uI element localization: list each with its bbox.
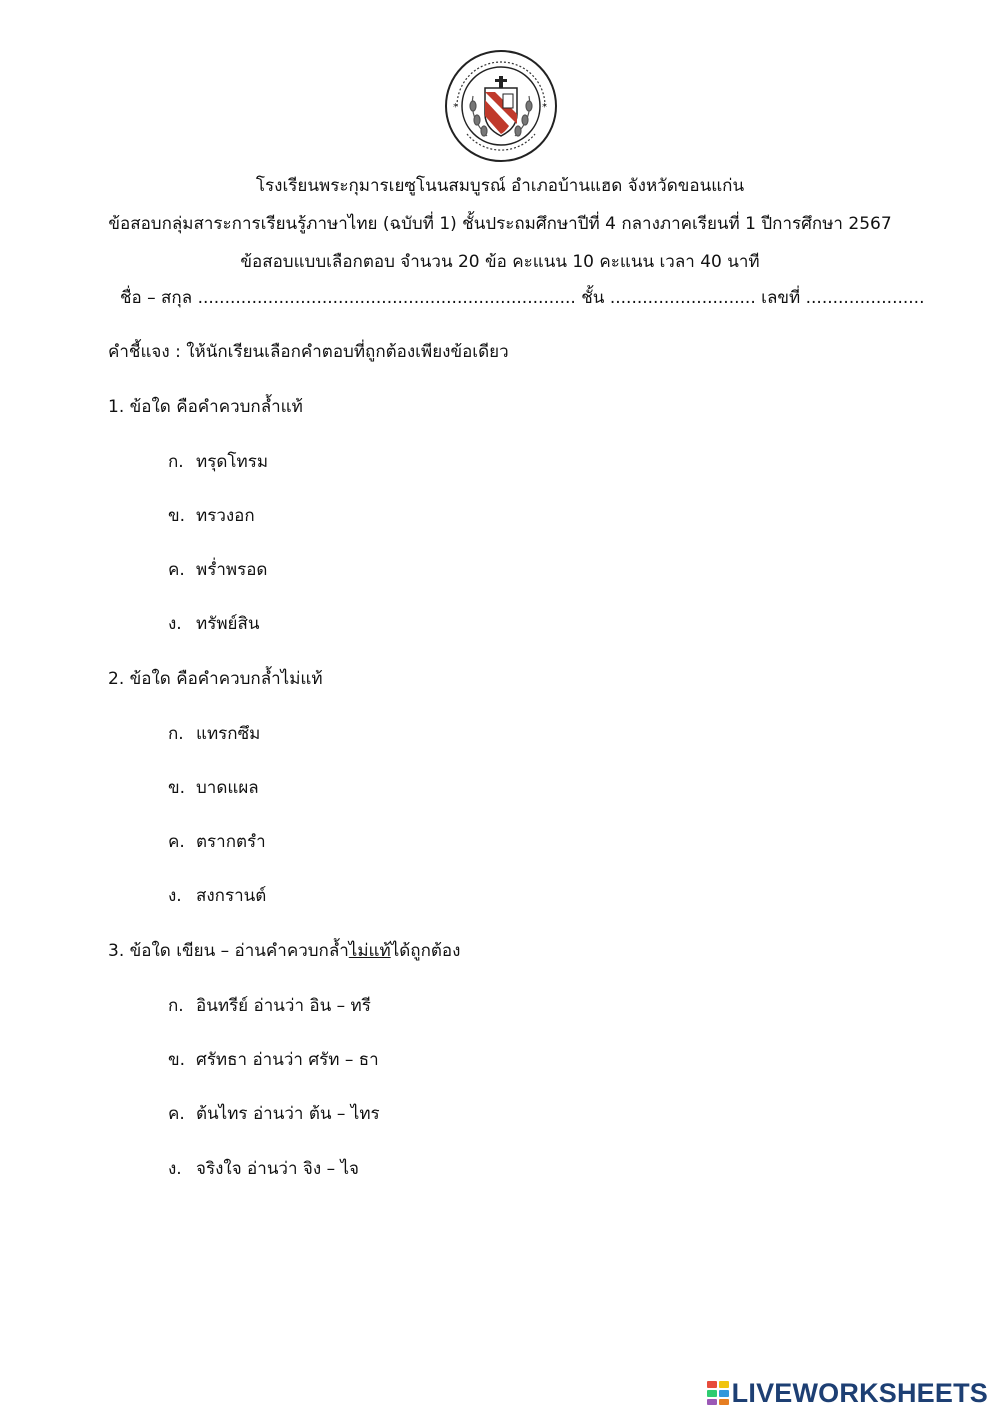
q2-choice-b[interactable] xyxy=(168,774,259,801)
q2-choice-c[interactable] xyxy=(168,828,266,855)
choice-label: ค. xyxy=(168,832,185,852)
class-blank[interactable]: ........................... xyxy=(609,288,756,308)
name-blank[interactable]: ...................................................................... xyxy=(197,288,576,308)
choice-label: ค. xyxy=(168,1104,185,1124)
choice-text: ต้นไทร อ่านว่า ต้น – ไทร xyxy=(196,1104,380,1124)
q2-choice-a[interactable] xyxy=(168,720,260,747)
q3-choice-a[interactable] xyxy=(168,992,371,1019)
number-blank[interactable]: ...................... xyxy=(805,288,925,308)
choice-text: ศรัทธา อ่านว่า ศรัท – ธา xyxy=(196,1050,379,1070)
q2-choice-d[interactable] xyxy=(168,882,266,909)
choice-label: ข. xyxy=(168,1050,186,1070)
instructions: คำชี้แจง : ให้นักเรียนเลือกคำตอบที่ถูกต้องเพียงข้อเดียว xyxy=(108,342,509,362)
choice-label: ก. xyxy=(168,996,184,1016)
question-3-text: 3. ข้อใด เขียน – อ่านคำควบกล้ำ xyxy=(108,941,349,961)
name-label: ชื่อ – สกุล xyxy=(120,288,193,308)
q3-choice-d[interactable] xyxy=(168,1155,359,1182)
q1-choice-a[interactable] xyxy=(168,448,268,475)
choice-label: ง. xyxy=(168,886,182,906)
question-3-text-end: ได้ถูกต้อง xyxy=(390,941,461,961)
liveworksheets-logo-icon xyxy=(706,1380,730,1406)
question-2: 2. ข้อใด คือคำควบกล้ำไม่แท้ xyxy=(108,669,323,689)
question-3-emphasis: ไม่แท้ xyxy=(348,941,391,961)
school-name-line: โรงเรียนพระกุมารเยซูโนนสมบูรณ์ อำเภอบ้านแฮด จังหวัดขอนแก่น xyxy=(255,176,745,196)
choice-label: ง. xyxy=(168,614,182,634)
student-info-line xyxy=(120,284,925,311)
choice-text: ทรวงอก xyxy=(196,506,255,526)
q1-choice-b[interactable] xyxy=(168,502,255,529)
choice-label: ค. xyxy=(168,560,185,580)
question-1: 1. ข้อใด คือคำควบกล้ำแท้ xyxy=(108,397,303,417)
exam-info-line: ข้อสอบแบบเลือกตอบ จำนวน 20 ข้อ คะแนน 10 คะแนน เวลา 40 นาที xyxy=(240,252,760,272)
choice-text: จริงใจ อ่านว่า จิง – ไจ xyxy=(196,1159,360,1179)
choice-text: ตรากตรำ xyxy=(196,832,266,852)
q3-choice-c[interactable] xyxy=(168,1100,380,1127)
choice-label: ก. xyxy=(168,724,184,744)
liveworksheets-brand[interactable] xyxy=(706,1378,988,1408)
choice-text: ทรุดโทรม xyxy=(196,452,269,472)
svg-text:*: * xyxy=(542,102,547,113)
brand-name: LIVEWORKSHEETS xyxy=(731,1377,988,1408)
choice-text: ทรัพย์สิน xyxy=(196,614,260,634)
q1-choice-c[interactable] xyxy=(168,556,267,583)
q3-choice-b[interactable] xyxy=(168,1046,379,1073)
svg-text:*: * xyxy=(453,102,458,113)
choice-text: สงกรานต์ xyxy=(196,886,267,906)
question-3 xyxy=(108,937,460,964)
school-logo xyxy=(443,48,559,164)
subject-line: ข้อสอบกลุ่มสาระการเรียนรู้ภาษาไทย (ฉบับที่ 1) ชั้นประถมศึกษาปีที่ 4 กลางภาคเรียนที่ 1 ปีการศึกษา 2567 xyxy=(108,214,892,234)
choice-label: ข. xyxy=(168,506,186,526)
choice-text: อินทรีย์ อ่านว่า อิน – ทรี xyxy=(196,996,371,1016)
choice-text: พร่ำพรอด xyxy=(196,560,268,580)
choice-text: แทรกซึม xyxy=(196,724,261,744)
choice-label: ง. xyxy=(168,1159,182,1179)
choice-text: บาดแผล xyxy=(196,778,259,798)
choice-label: ก. xyxy=(168,452,184,472)
q1-choice-d[interactable] xyxy=(168,610,260,637)
choice-label: ข. xyxy=(168,778,186,798)
number-label: เลขที่ xyxy=(761,288,801,308)
class-label: ชั้น xyxy=(581,288,605,308)
